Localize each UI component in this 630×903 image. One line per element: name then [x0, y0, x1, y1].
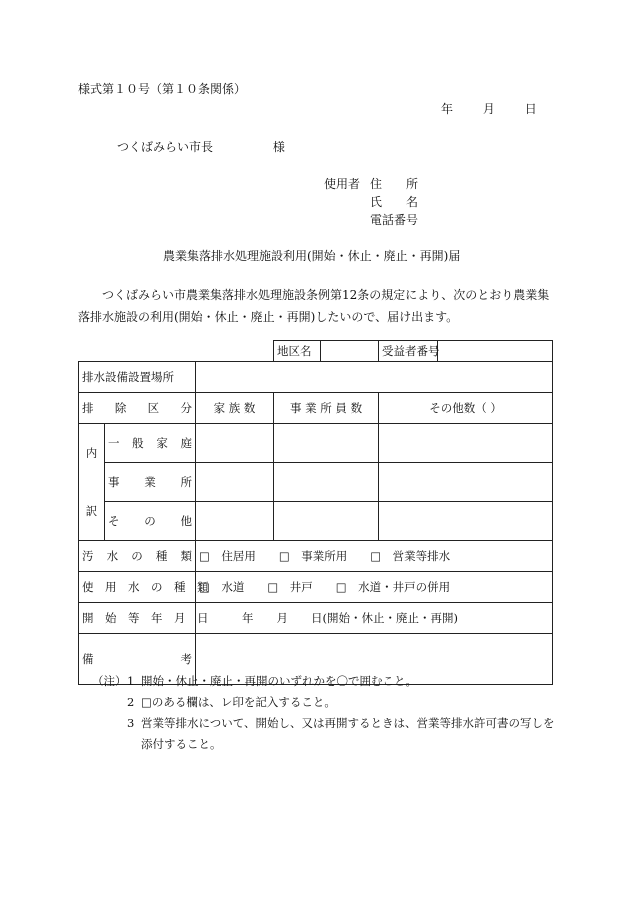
applicant-name-label: 氏 名	[370, 195, 419, 209]
note-text: 営業等排水について、開始し、又は再開するときは、営業等排水許可書の写しを添付すること。	[141, 716, 555, 751]
district-label: 地区名	[274, 341, 321, 362]
employee-count-header: 事 業 所 員 数	[274, 393, 379, 424]
breakdown-label-top: 内	[85, 446, 98, 460]
notes-mark: （注）	[92, 674, 127, 688]
form-title: 農業集落排水処理施設利用(開始・休止・廃止・再開)届	[163, 249, 461, 263]
general-household-other[interactable]	[379, 424, 553, 463]
note-item	[92, 692, 556, 713]
general-household-employee[interactable]	[274, 424, 379, 463]
location-value[interactable]	[196, 362, 553, 393]
applicant-address-label: 住 所	[370, 177, 419, 191]
start-date-value[interactable]: 年 月 日(開始・休止・廃止・再開)	[196, 603, 553, 634]
notes	[92, 671, 556, 755]
date-day: 日	[524, 102, 537, 116]
other-family[interactable]	[196, 502, 274, 541]
other-other[interactable]	[379, 502, 553, 541]
sewage-type-options[interactable]: □ 住居用 □ 事業所用 □ 営業等排水	[196, 541, 553, 572]
start-date-label: 開 始 等 年 月 日	[79, 603, 196, 634]
beneficiary-value[interactable]	[438, 341, 553, 362]
date-line	[441, 100, 537, 117]
location-label: 排水設備設置場所	[79, 362, 196, 393]
remarks-label: 備 考	[79, 634, 196, 685]
general-household-label: 一 般 家 庭	[105, 424, 196, 463]
business-label: 事 業 所	[105, 463, 196, 502]
date-month: 月	[482, 102, 495, 116]
other-employee[interactable]	[274, 502, 379, 541]
beneficiary-label: 受益者番号	[379, 341, 438, 362]
general-household-family[interactable]	[196, 424, 274, 463]
division-label: 排 除 区 分	[79, 393, 196, 424]
note-number: 2	[127, 695, 135, 709]
addressee-honorific: 様	[272, 140, 285, 154]
business-other[interactable]	[379, 463, 553, 502]
note-text: 開始・休止・廃止・再開のいずれかを〇で囲むこと。	[141, 674, 417, 688]
note-item	[92, 671, 556, 692]
business-employee[interactable]	[274, 463, 379, 502]
water-type-options[interactable]: □ 水道 □ 井戸 □ 水道・井戸の併用	[196, 572, 553, 603]
note-number: 1	[127, 674, 135, 688]
application-table	[78, 340, 553, 685]
other-count-header: その他数（ ）	[379, 393, 553, 424]
note-number: 3	[127, 716, 135, 730]
note-item	[92, 713, 556, 755]
sewage-type-label: 汚 水 の 種 類	[79, 541, 196, 572]
form-number: 様式第１０号（第１０条関係）	[78, 82, 247, 96]
addressee-name: つくばみらい市長	[117, 140, 214, 154]
business-family[interactable]	[196, 463, 274, 502]
household-count-header: 家 族 数	[196, 393, 274, 424]
other-label: そ の 他	[105, 502, 196, 541]
body-paragraph: つくばみらい市農業集落排水処理施設条例第12条の規定により、次のとおり農業集落排水施設の利用(開始・休止・廃止・再開)したいので、届け出ます。	[78, 288, 550, 324]
addressee	[117, 138, 285, 155]
applicant-phone-label: 電話番号	[370, 213, 419, 227]
breakdown-label-bottom: 訳	[85, 504, 98, 518]
note-text: □のある欄は、レ印を記入すること。	[141, 695, 336, 709]
water-type-label: 使 用 水 の 種 類	[79, 572, 196, 603]
applicant-label: 使用者	[324, 177, 361, 191]
district-value[interactable]	[321, 341, 379, 362]
breakdown-label	[79, 424, 105, 541]
date-year: 年	[441, 102, 454, 116]
